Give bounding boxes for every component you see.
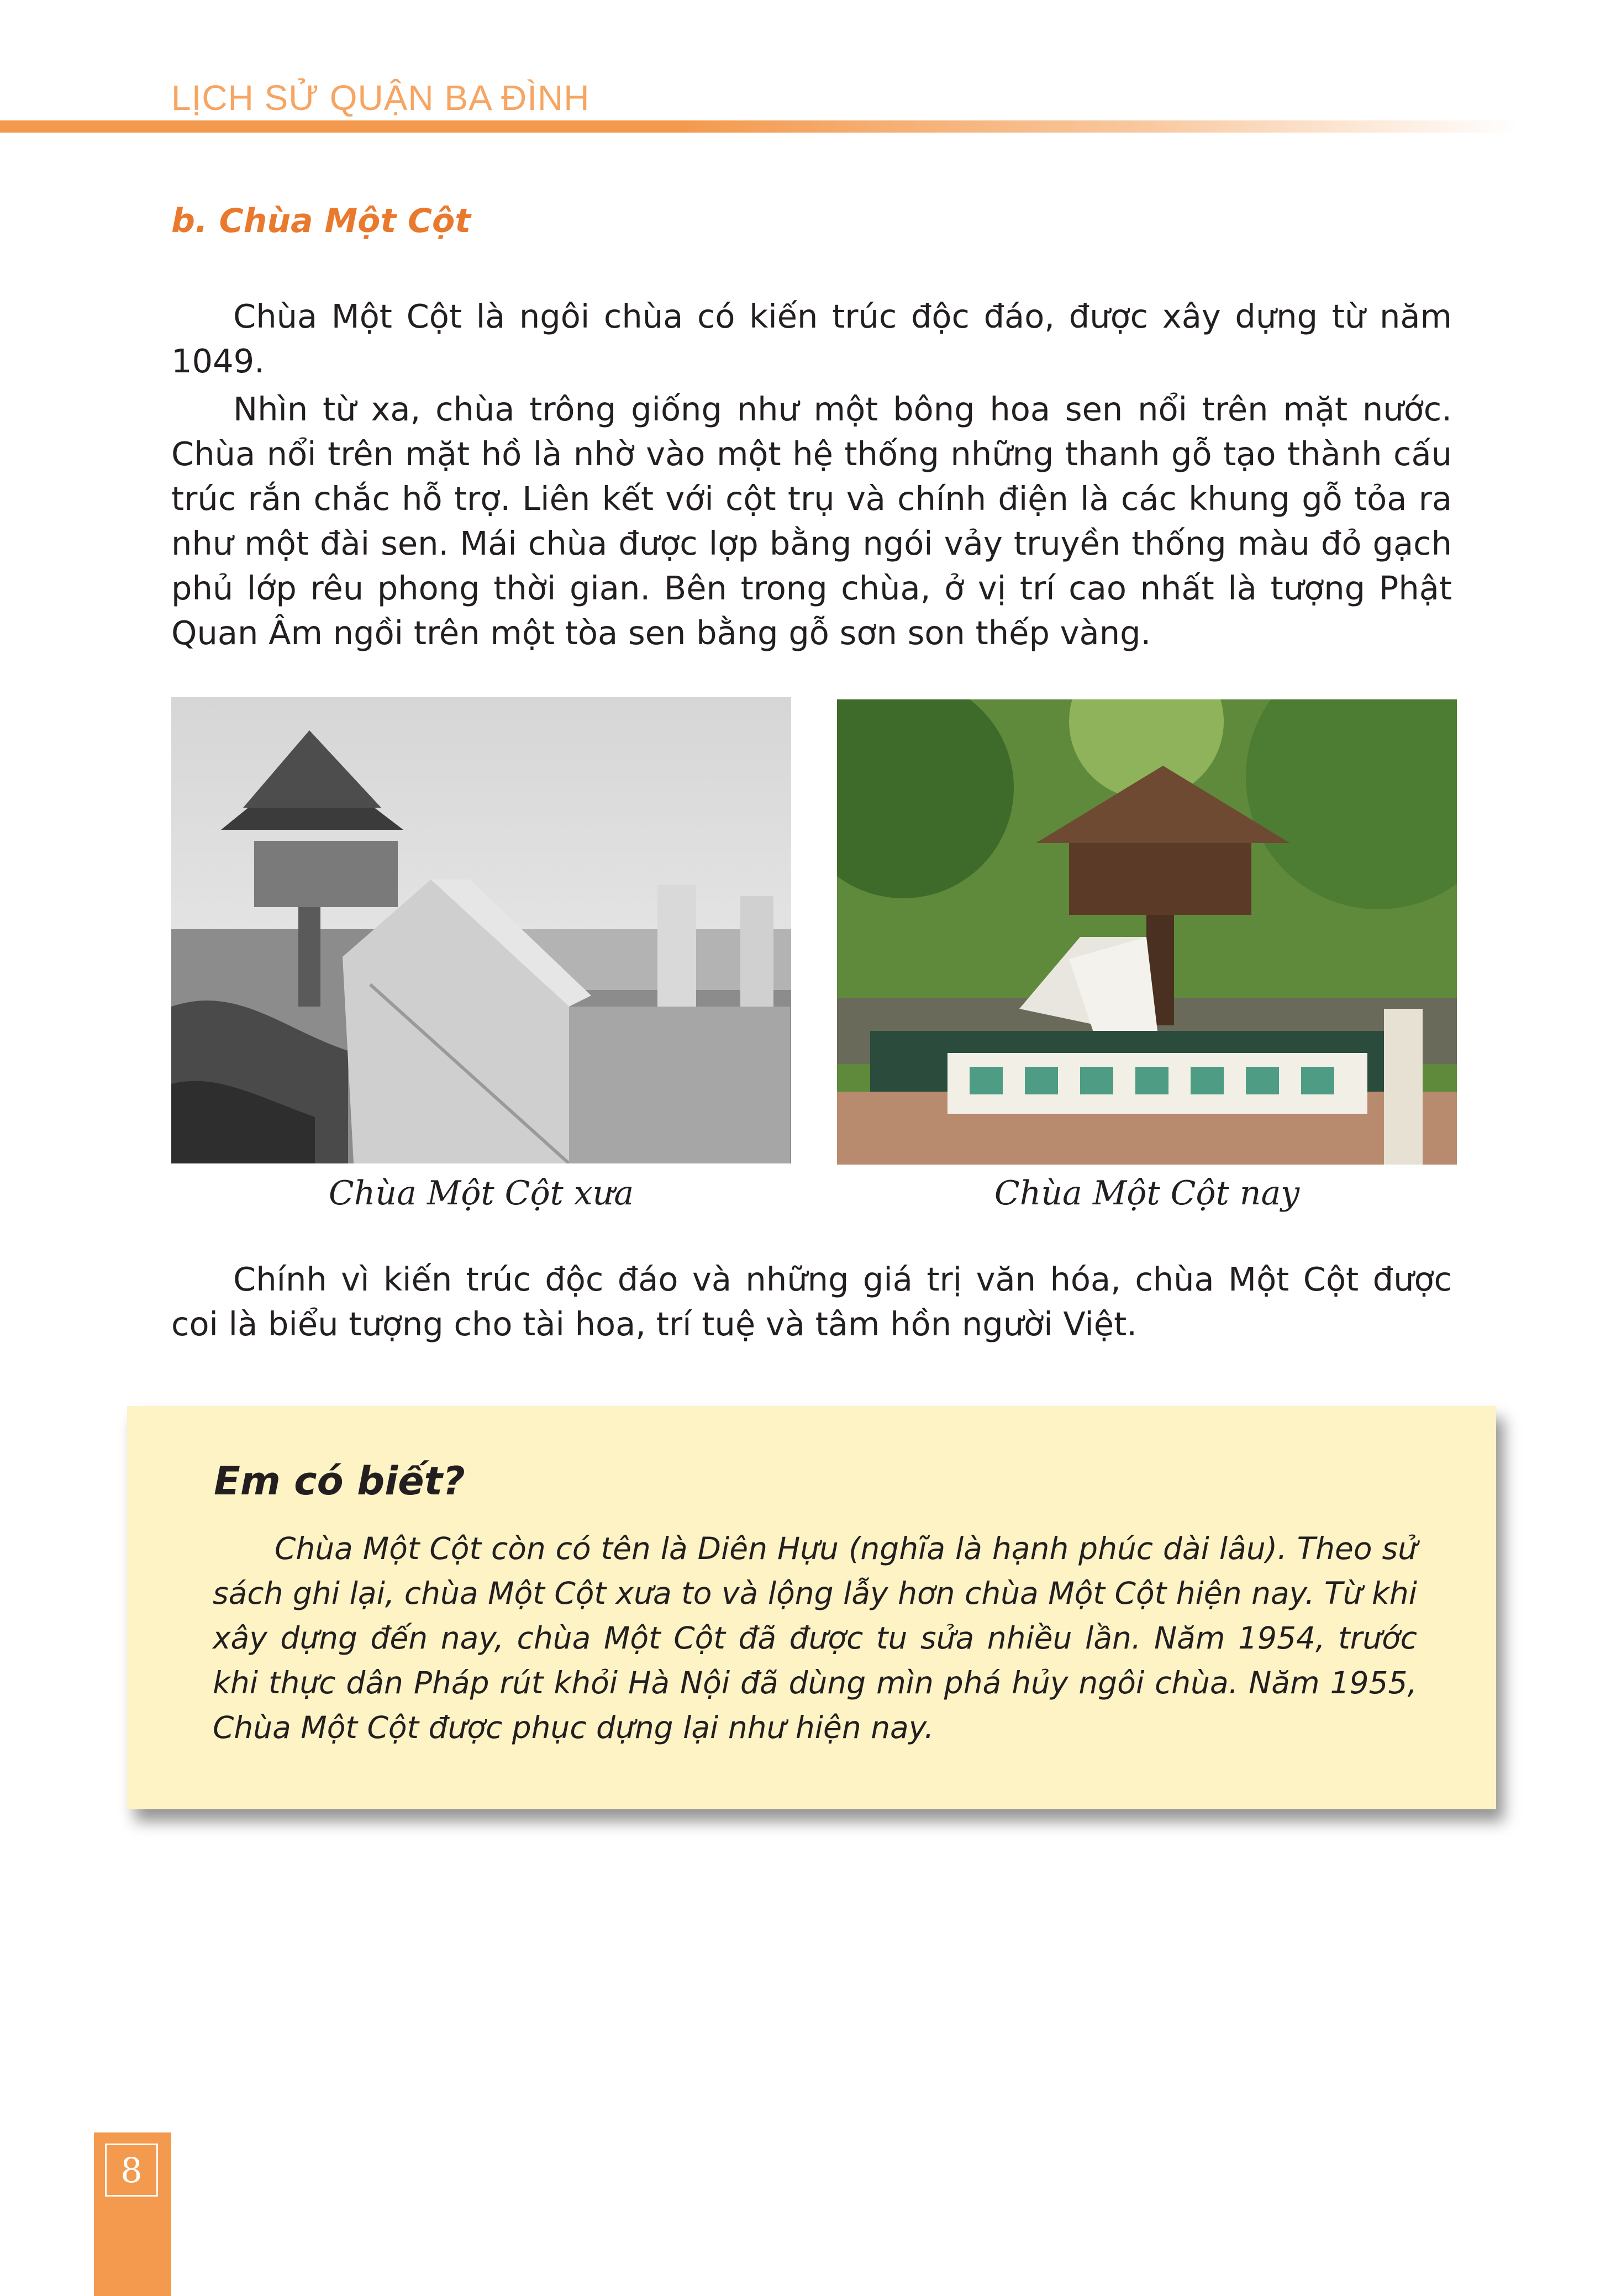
paragraph-description: Nhìn từ xa, chùa trông giống như một bông hoa sen nổi trên mặt nước. Chùa nổi trên mặt hồ là nhờ vào một hệ thống những thanh gỗ tạo thành cấu trúc rắn chắc hỗ trợ. Liên kết với cột trụ và chính điện là các khung gỗ tỏa ra như một đài sen. Mái chùa được lợp bằng ngói vảy truyền thống màu đỏ gạch phủ lớp rêu phong thời gian. Bên trong chùa, ở vị trí cao nhất là tượng Phật Quan Âm ngồi trên một tòa sen bằng gỗ sơn son thếp vàng. (171, 390, 1452, 652)
caption-old-pagoda: Chùa Một Cột xưa (328, 1174, 634, 1213)
did-you-know-box (127, 1406, 1496, 1809)
photo-new-pagoda-illustration (837, 699, 1457, 1165)
page-number-frame (105, 2144, 158, 2197)
running-header: LỊCH SỬ QUẬN BA ĐÌNH (171, 78, 590, 118)
page-number: 8 (120, 2150, 143, 2190)
caption-new-pagoda: Chùa Một Cột nay (994, 1174, 1300, 1213)
page-number-tab (94, 2132, 171, 2296)
photo-new-pagoda (837, 699, 1457, 1165)
did-you-know-body: Chùa Một Cột còn có tên là Diên Hựu (nghĩa là hạnh phúc dài lâu). Theo sử sách ghi lại, chùa Một Cột xưa to và lộng lẫy hơn chùa Một Cột hiện nay. Từ khi xây dựng đến nay, chùa Một Cột đã được tu sửa nhiều lần. Năm 1954, trước khi thực dân Pháp rút khỏi Hà Nội đã dùng mìn phá hủy ngôi chùa. Năm 1955, Chùa Một Cột được phục dựng lại như hiện nay. (213, 1531, 1417, 1745)
paragraph-intro: Chùa Một Cột là ngôi chùa có kiến trúc độc đáo, được xây dựng từ năm 1049. (171, 297, 1452, 380)
section-title: b. Chùa Một Cột (171, 202, 471, 240)
photo-old-pagoda-illustration (171, 697, 791, 1163)
did-you-know-title: Em có biết? (214, 1458, 465, 1504)
photo-old-pagoda (171, 697, 791, 1163)
header-rule (0, 120, 1519, 133)
paragraph-conclusion: Chính vì kiến trúc độc đáo và những giá trị văn hóa, chùa Một Cột được coi là biểu tượng cho tài hoa, trí tuệ và tâm hồn người Việt. (171, 1260, 1452, 1343)
